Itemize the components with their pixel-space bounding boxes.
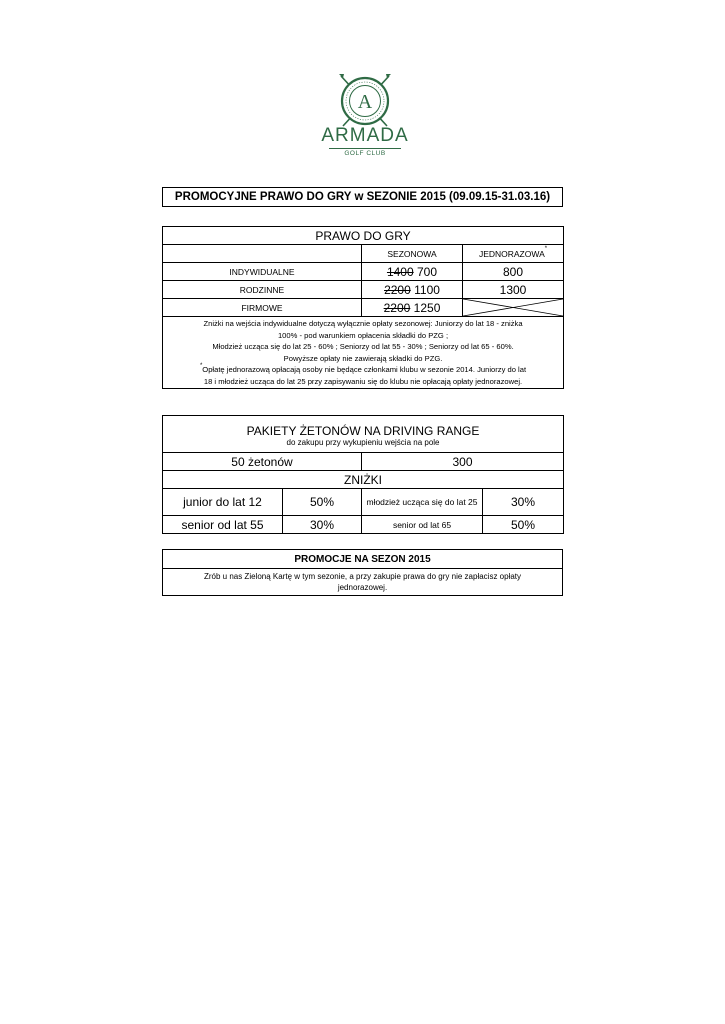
page-title: PROMOCYJNE PRAWO DO GRY w SEZONIE 2015 (09.09.15-31.03.16) [162, 187, 563, 207]
club-crest-icon [335, 72, 395, 128]
note-line: 100% - pod warunkiem opłacenia składki do PZG ; [277, 330, 449, 340]
logo-monogram: A [357, 91, 373, 113]
footnote-mark: * [199, 363, 203, 369]
table-row [163, 299, 564, 317]
row-label: FIRMOWE [163, 299, 362, 317]
not-applicable-cell [463, 299, 564, 317]
table-row [163, 489, 564, 516]
footnote-mark: * [544, 245, 548, 252]
discount-label: senior od lat 65 [362, 516, 483, 534]
single-price: 1300 [463, 281, 564, 299]
discount-label: junior do lat 12 [163, 489, 283, 516]
note-line: 18 i młodzież ucząca do lat 25 przy zapisywaniu się do klubu nie opłacają opłaty jednorazowej. [203, 376, 523, 386]
season-price [362, 299, 463, 317]
promo-line: jednorazowej. [337, 583, 388, 592]
tokens-subheader: do zakupu przy wykupieniu wejścia na pole [286, 437, 440, 447]
note-line: Zniżki na wejścia indywidualne dotyczą wyłącznie opłaty sezonowej: Juniorzy do lat 18 - zniżka [203, 319, 523, 328]
row-label: INDYWIDUALNE [163, 263, 362, 281]
play-rights-note [163, 317, 564, 389]
season-price [362, 281, 463, 299]
empty-header-cell [163, 245, 362, 263]
note-line: Młodzież ucząca się do lat 25 - 60% ; Seniorzy od lat 55 - 30% ; Seniorzy od lat 65 - 60%. [212, 342, 514, 351]
discount-label: senior od lat 55 [163, 516, 283, 534]
single-price: 800 [463, 263, 564, 281]
discount-value: 30% [483, 489, 564, 516]
col-header-season: SEZONOWA [362, 245, 463, 263]
discount-value: 30% [283, 516, 362, 534]
table-row [163, 263, 564, 281]
note-text: Opłatę jednorazową opłacają osoby nie będące członkami klubu w sezonie 2014. Juniorzy do lat [202, 365, 527, 374]
logo-subtitle: GOLF CLUB [344, 150, 386, 157]
col-header-single [463, 245, 564, 263]
promo-line: Zrób u nas Zieloną Kartę w tym sezonie, a przy zakupie prawa do gry nie zapłacisz opłaty [203, 571, 522, 581]
new-price: 1250 [413, 300, 441, 315]
note-line: Powyższe opłaty nie zawierają składki do PZG. [283, 353, 443, 363]
old-price: 1400 [386, 264, 414, 279]
tokens-table [162, 415, 564, 534]
cross-out-icon [463, 299, 563, 316]
table-row [163, 516, 564, 534]
package-label: 50 żetonów [163, 453, 362, 471]
new-price: 1100 [414, 282, 440, 297]
promo-text [163, 569, 563, 596]
col-header-single-label: JEDNORAZOWA [478, 248, 545, 259]
promo-header: PROMOCJE NA SEZON 2015 [163, 550, 563, 569]
package-price: 300 [362, 453, 564, 471]
club-logo [320, 72, 410, 167]
logo-name: ARMADA [321, 125, 409, 146]
discount-value: 50% [283, 489, 362, 516]
new-price: 700 [417, 264, 438, 279]
row-label: RODZINNE [163, 281, 362, 299]
tokens-header-cell [163, 416, 564, 453]
old-price: 2200 [384, 282, 411, 297]
promo-table [162, 549, 563, 596]
tokens-header: PAKIETY ŻETONÓW NA DRIVING RANGE [246, 423, 480, 438]
discount-value: 50% [483, 516, 564, 534]
discounts-header: ZNIŻKI [163, 471, 564, 489]
discount-label: młodzież ucząca się do lat 25 [362, 489, 483, 516]
note-line [166, 364, 560, 376]
season-price [362, 263, 463, 281]
table-row [163, 281, 564, 299]
play-rights-table [162, 226, 564, 389]
old-price: 2200 [383, 300, 411, 315]
play-rights-header: PRAWO DO GRY [163, 227, 564, 245]
